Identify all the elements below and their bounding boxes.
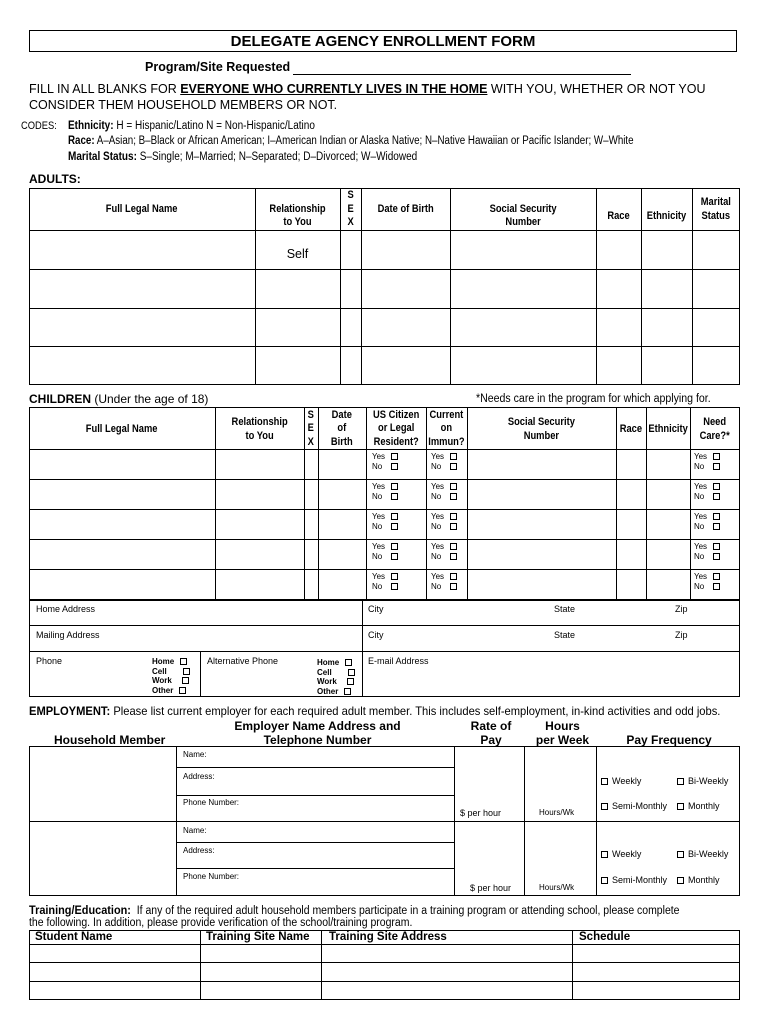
child-5-citizen-no-option[interactable] <box>372 582 398 592</box>
child-2-immun-yes-no <box>431 482 457 502</box>
no-label: No <box>431 462 442 471</box>
child-5-immun-yes-option[interactable] <box>431 572 457 582</box>
children-col-citizen-3: Resident? <box>373 436 419 448</box>
child-5-care-yes-option[interactable] <box>694 572 720 582</box>
emp1-per-hour[interactable]: $ per hour <box>460 808 502 818</box>
phone-type-cell[interactable]: Cell <box>152 667 190 677</box>
child-2-care-yes-option[interactable] <box>694 482 720 492</box>
instruction-line-1: FILL IN ALL BLANKS FOR EVERYONE WHO CURRENTLY LIVES IN THE HOME WITH YOU, WHETHER OR NOT YOU <box>29 82 706 96</box>
yes-label: Yes <box>694 452 708 461</box>
codes-ethnicity: Ethnicity: H = Hispanic/Latino N = Non-Hispanic/Latino <box>68 120 315 132</box>
adults-col-relationship-1: Relationship <box>269 203 326 215</box>
yes-label: Yes <box>431 452 445 461</box>
no-label: No <box>431 552 442 561</box>
children-col-ethnicity: Ethnicity <box>648 423 688 435</box>
no-checkbox <box>450 493 457 500</box>
child-4-care-yes-option[interactable] <box>694 542 720 552</box>
emp-col-member: Household Member <box>54 733 166 747</box>
yes-checkbox <box>713 513 720 520</box>
yes-label: Yes <box>372 542 386 551</box>
adults-col-name: Full Legal Name <box>105 203 178 215</box>
child-4-citizen-no-option[interactable] <box>372 552 398 562</box>
program-site-label: Program/Site Requested <box>145 60 291 74</box>
adults-col-ethnicity: Ethnicity <box>646 210 687 222</box>
alt-phone-type-cell[interactable]: Cell <box>317 668 355 678</box>
home-state-label[interactable]: State <box>554 604 576 614</box>
emp2-hours-wk[interactable]: Hours/Wk <box>539 883 575 892</box>
emp1-monthly-option[interactable]: Monthly <box>677 801 720 811</box>
no-label: No <box>372 552 383 561</box>
child-1-care-yes-no <box>694 452 720 472</box>
child-2-immun-no-option[interactable] <box>431 492 457 502</box>
emp1-biweekly-option[interactable]: Bi-Weekly <box>677 776 728 786</box>
children-col-sex-2: E <box>307 422 314 434</box>
training-col-student: Student Name <box>35 931 113 943</box>
no-label: No <box>694 582 705 591</box>
training-col-address: Training Site Address <box>329 931 447 943</box>
emp1-hours-wk[interactable]: Hours/Wk <box>539 808 575 817</box>
child-3-immun-yes-no <box>431 512 457 532</box>
child-1-citizen-yes-no <box>372 452 398 472</box>
child-3-care-yes-option[interactable] <box>694 512 720 522</box>
yes-checkbox <box>391 543 398 550</box>
adults-col-sex-2: E <box>347 203 354 215</box>
alt-phone-label[interactable]: Alternative Phone <box>207 656 279 666</box>
no-label: No <box>694 492 705 501</box>
emp-col-hours-2: per Week <box>535 733 590 747</box>
children-col-ssn-1: Social Security <box>507 416 575 428</box>
child-5-care-yes-no <box>694 572 720 592</box>
yes-checkbox <box>713 483 720 490</box>
child-4-care-no-option[interactable] <box>694 552 720 562</box>
child-3-citizen-yes-option[interactable] <box>372 512 398 522</box>
child-2-citizen-yes-no <box>372 482 398 502</box>
no-checkbox <box>450 523 457 530</box>
yes-label: Yes <box>372 452 386 461</box>
training-col-site: Training Site Name <box>206 931 310 943</box>
yes-checkbox <box>713 543 720 550</box>
instruction-line-2: CONSIDER THEM HOUSEHOLD MEMBERS OR NOT. <box>29 98 338 112</box>
yes-label: Yes <box>372 482 386 491</box>
emp1-semimonthly-option[interactable]: Semi-Monthly <box>601 801 667 811</box>
child-2-care-yes-no <box>694 482 720 502</box>
yes-checkbox <box>391 513 398 520</box>
training-desc-1: Training/Education: If any of the required adult household members participate in a training program or attending school, please complete <box>29 903 680 917</box>
child-4-immun-yes-option[interactable] <box>431 542 457 552</box>
codes-label: CODES: <box>21 120 57 132</box>
no-label: No <box>372 522 383 531</box>
child-5-citizen-yes-no <box>372 572 398 592</box>
mailing-address-label[interactable]: Mailing Address <box>36 630 100 640</box>
emp-col-hours-1: Hours <box>545 719 580 733</box>
emp2-name-label[interactable]: Name: <box>183 826 207 835</box>
children-col-care-1: Need <box>703 416 727 428</box>
children-col-citizen-2: or Legal <box>377 422 415 434</box>
child-5-immun-no-option[interactable] <box>431 582 457 592</box>
no-checkbox <box>713 463 720 470</box>
child-4-citizen-yes-no <box>372 542 398 562</box>
child-2-citizen-no-option[interactable] <box>372 492 398 502</box>
children-col-dob-3: Birth <box>330 436 353 448</box>
no-checkbox <box>391 553 398 560</box>
no-label: No <box>431 492 442 501</box>
adults-col-relationship-2: to You <box>283 216 312 228</box>
no-checkbox <box>391 583 398 590</box>
phone-type-home[interactable]: Home <box>152 657 190 667</box>
child-5-immun-yes-no <box>431 572 457 592</box>
adults-col-sex-1: S <box>347 189 354 201</box>
yes-label: Yes <box>372 572 386 581</box>
child-5-care-no-option[interactable] <box>694 582 720 592</box>
yes-checkbox <box>391 453 398 460</box>
yes-checkbox <box>450 573 457 580</box>
no-checkbox <box>450 583 457 590</box>
adults-self-relationship: Self <box>286 247 309 261</box>
child-2-care-no-option[interactable] <box>694 492 720 502</box>
child-1-immun-no-option[interactable] <box>431 462 457 472</box>
children-col-citizen-1: US Citizen <box>373 409 420 421</box>
emp2-phone-label[interactable]: Phone Number: <box>183 872 240 881</box>
mailing-zip-label[interactable]: Zip <box>675 630 688 640</box>
no-label: No <box>694 522 705 531</box>
no-checkbox <box>391 493 398 500</box>
emp-col-frequency: Pay Frequency <box>626 733 712 747</box>
child-1-immun-yes-no <box>431 452 457 472</box>
children-col-immun-1: Current <box>429 409 464 421</box>
yes-label: Yes <box>431 572 445 581</box>
employment-heading: EMPLOYMENT: Please list current employer for each required adult member. This includes self-employment, in-kind activities and odd jobs. <box>29 704 721 718</box>
alt-phone-type-work[interactable]: Work <box>317 677 355 687</box>
phone-type-checkboxes <box>152 657 190 695</box>
phone-type-work[interactable]: Work <box>152 676 190 686</box>
child-2-citizen-yes-option[interactable] <box>372 482 398 492</box>
no-label: No <box>372 582 383 591</box>
children-heading: CHILDREN (Under the age of 18) <box>29 392 209 406</box>
yes-checkbox <box>450 483 457 490</box>
emp-col-rate-2: Pay <box>480 733 502 747</box>
adults-col-sex-3: X <box>347 216 354 228</box>
no-checkbox <box>450 553 457 560</box>
yes-label: Yes <box>431 542 445 551</box>
child-1-immun-yes-option[interactable] <box>431 452 457 462</box>
emp-col-employer-1: Employer Name Address and <box>234 719 401 733</box>
child-4-citizen-yes-option[interactable] <box>372 542 398 552</box>
no-checkbox <box>391 463 398 470</box>
emp2-weekly-option[interactable]: Weekly <box>601 849 641 859</box>
children-col-race: Race <box>619 423 643 435</box>
emp2-per-hour[interactable]: $ per hour <box>470 883 512 893</box>
yes-checkbox <box>450 513 457 520</box>
no-label: No <box>372 462 383 471</box>
alt-phone-type-home[interactable]: Home <box>317 658 355 668</box>
email-label[interactable]: E-mail Address <box>368 656 429 666</box>
child-3-care-no-option[interactable] <box>694 522 720 532</box>
child-4-immun-yes-no <box>431 542 457 562</box>
child-4-care-yes-no <box>694 542 720 562</box>
child-3-immun-yes-option[interactable] <box>431 512 457 522</box>
home-address-label[interactable]: Home Address <box>36 604 96 614</box>
yes-checkbox <box>713 453 720 460</box>
child-1-care-yes-option[interactable] <box>694 452 720 462</box>
alt-phone-type-other[interactable]: Other <box>317 687 355 697</box>
adults-heading: ADULTS: <box>29 172 81 186</box>
yes-label: Yes <box>694 512 708 521</box>
codes-marital: Marital Status: S–Single; M–Married; N–Separated; D–Divorced; W–Widowed <box>68 151 418 163</box>
child-3-citizen-no-option[interactable] <box>372 522 398 532</box>
mailing-state-label[interactable]: State <box>554 630 576 640</box>
emp2-biweekly-option[interactable]: Bi-Weekly <box>677 849 728 859</box>
yes-label: Yes <box>694 482 708 491</box>
children-col-immun-2: on <box>440 422 453 434</box>
emp-col-employer-2: Telephone Number <box>263 733 372 747</box>
yes-label: Yes <box>694 542 708 551</box>
no-checkbox <box>713 553 720 560</box>
adults-col-marital-1: Marital <box>700 196 731 208</box>
children-col-sex-1: S <box>307 409 314 421</box>
training-col-schedule: Schedule <box>579 931 631 943</box>
mailing-city-label[interactable]: City <box>368 630 384 640</box>
children-note: *Needs care in the program for which applying for. <box>476 393 711 405</box>
child-1-care-no-option[interactable] <box>694 462 720 472</box>
no-checkbox <box>713 493 720 500</box>
yes-label: Yes <box>372 512 386 521</box>
adults-col-race: Race <box>607 210 630 222</box>
no-checkbox <box>713 583 720 590</box>
emp2-monthly-option[interactable]: Monthly <box>677 875 720 885</box>
no-label: No <box>431 582 442 591</box>
phone-type-other[interactable]: Other <box>152 686 190 696</box>
child-2-immun-yes-option[interactable] <box>431 482 457 492</box>
emp1-weekly-option[interactable]: Weekly <box>601 776 641 786</box>
no-label: No <box>694 552 705 561</box>
yes-label: Yes <box>431 512 445 521</box>
emp2-address-label[interactable]: Address: <box>183 846 215 855</box>
training-desc-2: the following. In addition, please provide verification of the school/training program. <box>29 917 413 929</box>
children-col-care-2: Care?* <box>699 430 730 442</box>
children-col-sex-3: X <box>307 436 314 448</box>
yes-checkbox <box>391 483 398 490</box>
adults-col-dob: Date of Birth <box>377 203 434 215</box>
child-3-care-yes-no <box>694 512 720 532</box>
emp1-name-label[interactable]: Name: <box>183 750 207 759</box>
alt-phone-type-checkboxes <box>317 658 355 696</box>
form-title: DELEGATE AGENCY ENROLLMENT FORM <box>230 33 536 50</box>
children-col-dob-1: Date <box>331 409 352 421</box>
address-block <box>29 600 740 697</box>
no-checkbox <box>391 523 398 530</box>
yes-checkbox <box>450 453 457 460</box>
children-col-relationship-1: Relationship <box>231 416 288 428</box>
yes-checkbox <box>391 573 398 580</box>
codes-race: Race: A–Asian; B–Black or African American; I–American Indian or Alaska Native; N–Native Hawaiian or Pacific Islander; W–White <box>68 135 634 147</box>
no-checkbox <box>450 463 457 470</box>
yes-checkbox <box>450 543 457 550</box>
adults-col-marital-2: Status <box>701 210 731 222</box>
children-col-immun-3: Immun? <box>428 436 465 448</box>
child-1-citizen-no-option[interactable] <box>372 462 398 472</box>
yes-checkbox <box>713 573 720 580</box>
child-3-citizen-yes-no <box>372 512 398 532</box>
adults-col-ssn-2: Number <box>505 216 541 228</box>
emp-col-rate-1: Rate of <box>470 719 512 733</box>
child-1-citizen-yes-option[interactable] <box>372 452 398 462</box>
no-label: No <box>431 522 442 531</box>
children-col-name: Full Legal Name <box>85 423 158 435</box>
adults-col-ssn-1: Social Security <box>489 203 557 215</box>
home-city-label[interactable]: City <box>368 604 384 614</box>
yes-label: Yes <box>431 482 445 491</box>
emp1-address-label[interactable]: Address: <box>183 772 215 781</box>
emp2-semimonthly-option[interactable]: Semi-Monthly <box>601 875 667 885</box>
child-5-citizen-yes-option[interactable] <box>372 572 398 582</box>
child-3-immun-no-option[interactable] <box>431 522 457 532</box>
yes-label: Yes <box>694 572 708 581</box>
program-site-field[interactable] <box>293 74 631 75</box>
home-zip-label[interactable]: Zip <box>675 604 688 614</box>
phone-label[interactable]: Phone <box>36 656 63 666</box>
child-4-immun-no-option[interactable] <box>431 552 457 562</box>
children-col-dob-2: of <box>337 422 347 434</box>
no-checkbox <box>713 523 720 530</box>
children-col-ssn-2: Number <box>523 430 560 442</box>
no-label: No <box>694 462 705 471</box>
emp1-phone-label[interactable]: Phone Number: <box>183 798 240 807</box>
children-col-relationship-2: to You <box>245 430 274 442</box>
no-label: No <box>372 492 383 501</box>
